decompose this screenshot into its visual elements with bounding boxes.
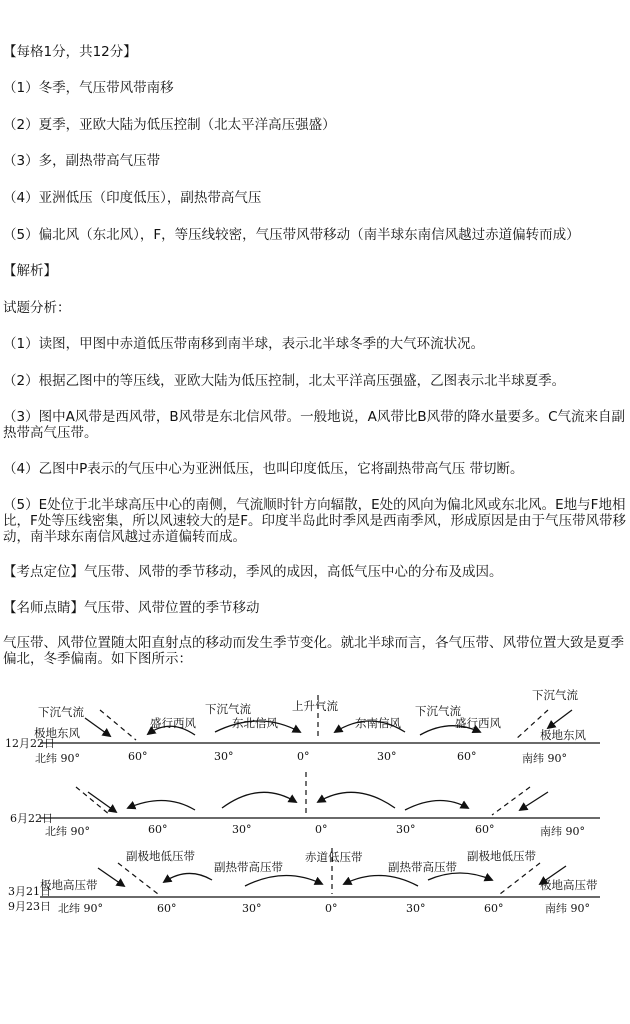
dashed-boundary: [100, 710, 136, 740]
tick-label: 30°: [406, 902, 426, 915]
belt-label: 极地东风: [540, 728, 586, 742]
wind-arrow: [128, 800, 195, 810]
south-pole-label: 南纬 90°: [545, 902, 590, 915]
belt-label: 副极地低压带: [126, 849, 195, 863]
wind-arrow: [164, 873, 212, 882]
south-pole-label: 南纬 90°: [540, 825, 585, 838]
row-jun22: [10, 772, 600, 838]
analysis-header: 【解析】: [3, 263, 57, 279]
belt-label: 极地高压带: [40, 878, 98, 892]
tick-label: 30°: [377, 750, 397, 763]
analysis-item-2: （2）根据乙图中的等压线，亚欧大陆为低压控制，北太平洋高压强盛，乙图表示北半球夏季。: [3, 373, 566, 389]
analysis-intro: 试题分析：: [3, 300, 71, 316]
analysis-item-3: （3）图中A风带是西风带，B风带是东北信风带。一般地说，A风带比B风带的降水量要多。C气流来自副热带高气压带。: [3, 409, 626, 441]
date-label: 12月22日: [5, 737, 55, 750]
mingshi-body: 气压带、风带位置随太阳直射点的移动而发生季节变化。就北半球而言，各气压带、风带位置大致是夏季偏北，冬季偏南。如下图所示：: [3, 635, 624, 667]
dashed-boundary: [118, 863, 158, 894]
belt-label: 副极地低压带: [467, 849, 536, 863]
wind-arrow: [222, 792, 296, 808]
tick-label: 0°: [315, 823, 328, 836]
answer-header: 【每格1分，共12分】: [3, 44, 137, 60]
kaodian-line: 【考点定位】气压带、风带的季节移动，季风的成因，高低气压中心的分布及成因。: [3, 564, 503, 580]
belt-label: 副热带高压带: [214, 860, 283, 874]
north-pole-label: 北纬 90°: [45, 825, 90, 838]
tick-label: 60°: [457, 750, 477, 763]
analysis-item-4: （4）乙图中P表示的气压中心为亚洲低压，也叫印度低压，它将副热带高气压 带切断。: [3, 461, 524, 477]
answer-item-3: （3）多，副热带高气压带: [3, 153, 161, 169]
belt-label: 东北信风: [232, 716, 278, 730]
wind-arrow: [405, 800, 468, 810]
date-label: 9月23日: [8, 900, 51, 913]
date-label: 3月21日: [8, 885, 51, 898]
north-pole-label: 北纬 90°: [35, 752, 80, 765]
tick-label: 0°: [297, 750, 310, 763]
answer-item-5: （5）偏北风（东北风），F，等压线较密，气压带风带移动（南半球东南信风越过赤道偏转而成）: [3, 227, 580, 243]
wind-arrow: [344, 875, 418, 886]
wind-arrow: [88, 792, 116, 812]
north-pole-label: 北纬 90°: [58, 902, 103, 915]
dashed-boundary: [500, 863, 540, 894]
tick-label: 60°: [148, 823, 168, 836]
belt-label: 极地高压带: [540, 878, 598, 892]
belt-label: 下沉气流: [38, 705, 84, 719]
pressure-belt-diagram: [0, 680, 630, 930]
date-label: 6月22日: [10, 812, 53, 825]
tick-label: 60°: [475, 823, 495, 836]
dashed-boundary: [492, 787, 530, 815]
wind-arrow: [520, 792, 548, 810]
wind-arrow: [428, 873, 492, 880]
tick-label: 30°: [242, 902, 262, 915]
row-equinox: [8, 848, 600, 915]
wind-arrow: [548, 710, 572, 728]
answer-item-1: （1）冬季，气压带风带南移: [3, 80, 174, 96]
belt-label: 副热带高压带: [388, 860, 457, 874]
south-pole-label: 南纬 90°: [522, 752, 567, 765]
answer-item-2: （2）夏季，亚欧大陆为低压控制（北太平洋高压强盛）: [3, 117, 336, 133]
dashed-boundary: [76, 787, 110, 815]
wind-arrow: [85, 718, 110, 736]
belt-label: 上升气流: [292, 699, 338, 713]
belt-label: 极地东风: [34, 726, 80, 740]
wind-arrow: [245, 875, 322, 886]
belt-label: 下沉气流: [415, 704, 461, 718]
tick-label: 60°: [128, 750, 148, 763]
belt-label: 下沉气流: [532, 688, 578, 702]
belt-label: 下沉气流: [205, 702, 251, 716]
wind-arrow: [98, 868, 124, 886]
belt-label: 盛行西风: [455, 716, 501, 730]
mingshi-header: 【名师点睛】气压带、风带位置的季节移动: [3, 600, 260, 616]
answer-item-4: （4）亚洲低压（印度低压），副热带高气压: [3, 190, 262, 206]
belt-label: 赤道低压带: [305, 850, 363, 864]
tick-label: 60°: [157, 902, 177, 915]
tick-label: 30°: [396, 823, 416, 836]
belt-label: 东南信风: [355, 716, 401, 730]
belt-label: 盛行西风: [150, 716, 196, 730]
analysis-item-1: （1）读图，甲图中赤道低压带南移到南半球，表示北半球冬季的大气环流状况。: [3, 336, 485, 352]
analysis-item-5: （5）E处位于北半球高压中心的南侧，气流顺时针方向辐散，E处的风向为偏北风或东北风。E地与F地相比，F处等压线密集，所以风速较大的是F。印度半岛此时季风是西南季风，形成原因是由于气压带风带移动，南半球东南信风越过赤道偏转而成。: [3, 497, 627, 545]
row-dec22: [5, 688, 600, 765]
tick-label: 0°: [325, 902, 338, 915]
wind-arrow: [318, 792, 395, 808]
tick-label: 60°: [484, 902, 504, 915]
tick-label: 30°: [232, 823, 252, 836]
tick-label: 30°: [214, 750, 234, 763]
